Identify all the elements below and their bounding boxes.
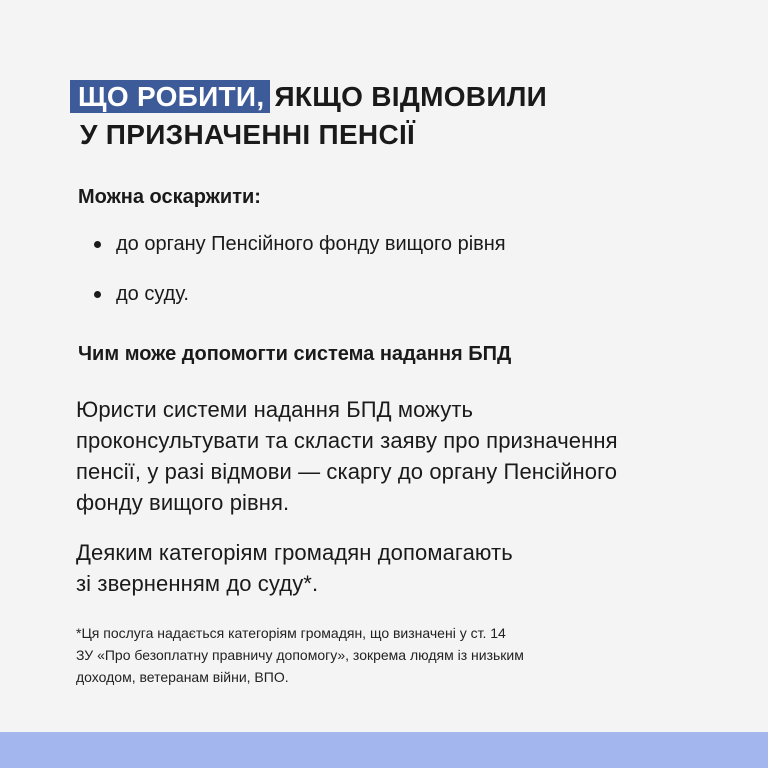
title-highlight: ЩО РОБИТИ,	[70, 80, 270, 113]
paragraph-line: зі зверненням до суду*.	[76, 571, 319, 596]
help-paragraph	[76, 394, 716, 518]
bullet-icon	[94, 241, 101, 248]
footnote-line: ЗУ «Про безоплатну правничу допомогу», зокрема людям із низьким	[76, 647, 524, 663]
paragraph-line: проконсультувати та скласти заяву про призначення	[76, 428, 618, 453]
title-rest: ЯКЩО ВІДМОВИЛИ	[274, 81, 548, 112]
list-item	[94, 282, 506, 306]
bottom-bar	[0, 732, 768, 768]
title-line2: У ПРИЗНАЧЕННІ ПЕНСІЇ	[80, 119, 416, 150]
footnote-line: доходом, ветеранам війни, ВПО.	[76, 669, 289, 685]
paragraph-line: Деяким категоріям громадян допомагають	[76, 540, 513, 565]
help-heading: Чим може допомогти система надання БПД	[78, 343, 512, 365]
page-title	[70, 78, 547, 154]
appeal-list	[94, 232, 506, 332]
paragraph-line: пенсії, у разі відмови — скаргу до органу Пенсійного	[76, 459, 618, 484]
paragraph-line: фонду вищого рівня.	[76, 490, 290, 515]
list-item-text: до суду.	[116, 283, 189, 305]
list-item-text: до органу Пенсійного фонду вищого рівня	[116, 233, 506, 255]
paragraph-line: Юристи системи надання БПД можуть	[76, 397, 474, 422]
footnote-line: *Ця послуга надається категоріям громадян, що визначені у ст. 14	[76, 625, 506, 641]
appeal-heading: Можна оскаржити:	[78, 186, 261, 208]
footnote	[76, 622, 524, 688]
court-paragraph	[76, 537, 716, 599]
list-item	[94, 232, 506, 256]
bullet-icon	[94, 291, 101, 298]
